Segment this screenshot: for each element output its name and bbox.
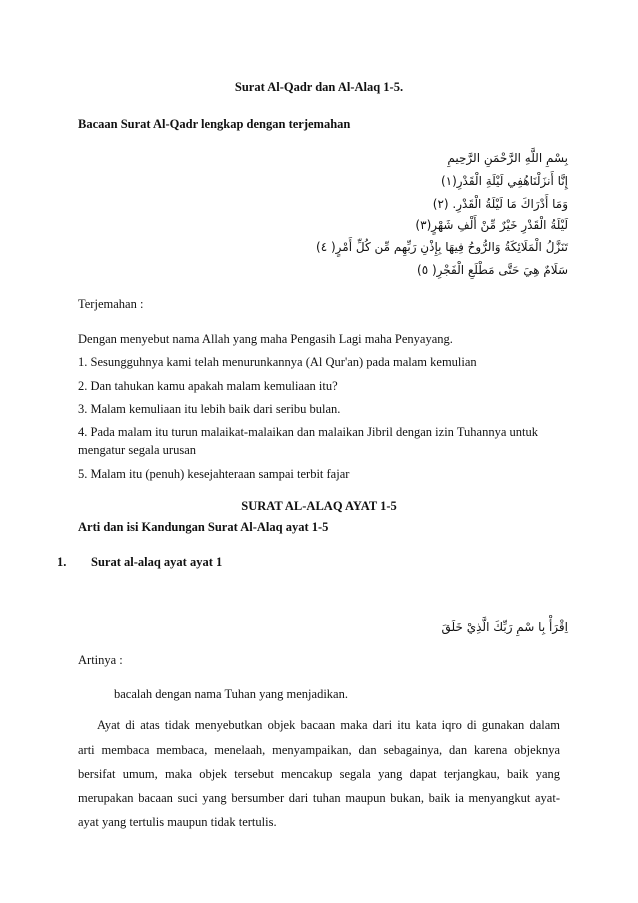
terjemahan-label: Terjemahan : (78, 297, 144, 311)
paragraph-line-1: arti membaca membaca, menelaah, menyampaikan, dan sebagainya, dan karena objeknya (78, 743, 560, 757)
section-heading-alaq: Arti dan isi Kandungan Surat Al-Alaq ayat 1-5 (78, 520, 329, 534)
artinya-label: Artinya : (78, 653, 123, 667)
arabic-verse-3: لَيْلَةُ الْقَدْرِ خَيْرٌ مِّنْ أَلْفِ شَهْرٍ(٣) (415, 218, 568, 232)
translation-line-2: 2. Dan tahukan kamu apakah malam kemuliaan itu? (78, 379, 338, 393)
item-1-number: 1. (57, 555, 67, 569)
artinya-text: bacalah dengan nama Tuhan yang menjadikan. (114, 687, 348, 701)
translation-line-6: 5. Malam itu (penuh) kesejahteraan sampai terbit fajar (78, 467, 350, 481)
arabic-verse-1: إِنَّا أَنزَلْنَاهُفِي لَيْلَةِ الْقَدْرِ(١) (440, 174, 568, 188)
arabic-verse-2: وَمَا أَدْرَاكَ مَا لَيْلَةُ الْقَدْرِ. (٢) (432, 197, 568, 211)
translation-line-4: 4. Pada malam itu turun malaikat-malaikan dan malaikan Jibril dengan izin Tuhannya untuk (78, 425, 538, 439)
item-1-heading: Surat al-alaq ayat ayat 1 (91, 555, 223, 569)
section-title-alaq: SURAT AL-ALAQ AYAT 1-5 (241, 499, 397, 513)
paragraph-line-0: Ayat di atas tidak menyebutkan objek bacaan maka dari itu kata iqro di gunakan dalam (97, 718, 560, 732)
translation-line-3: 3. Malam kemuliaan itu lebih baik dari seribu bulan. (78, 402, 341, 416)
arabic-verse-4: تَنَزَّلُ الْمَلَائِكَةُ وَالرُّوحُ فِيهَا بِإِذْنِ رَبِّهِم مِّن كُلِّ أَمْرٍ( ٤) (316, 240, 568, 254)
paragraph-line-4: ayat yang tertulis maupun tidak tertulis. (78, 815, 277, 829)
translation-line-1: 1. Sesungguhnya kami telah menurunkannya (Al Qur'an) pada malam kemulian (78, 355, 477, 369)
arabic-basmalah: بِسْمِ اللَّهِ الرَّحْمَنِ الرَّحِيمِ (447, 151, 568, 165)
document-title: Surat Al-Qadr dan Al-Alaq 1-5. (234, 80, 404, 94)
paragraph-line-3: merupakan bacaan suci yang bersumber dari tuhan maupun bukan, baik ia menyangkut ayat- (78, 791, 560, 805)
translation-line-0: Dengan menyebut nama Allah yang maha Pengasih Lagi maha Penyayang. (78, 332, 453, 346)
paragraph-line-2: bersifat umum, maka objek tersebut mencakup segala yang dapat terjangkau, baik yang (78, 767, 560, 781)
section-heading-qadr: Bacaan Surat Al-Qadr lengkap dengan terjemahan (78, 117, 351, 131)
translation-line-5: mengatur segala urusan (78, 443, 197, 457)
arabic-verse-5: سَلَامٌ هِيَ حَتَّى مَطْلَعِ الْفَجْرِ( ٥) (417, 263, 568, 277)
arabic-alaq-verse-1: اِقْرَأْ بِا سْمِ رَبِّكَ الَّذِيْ خَلَقَ (441, 620, 568, 634)
